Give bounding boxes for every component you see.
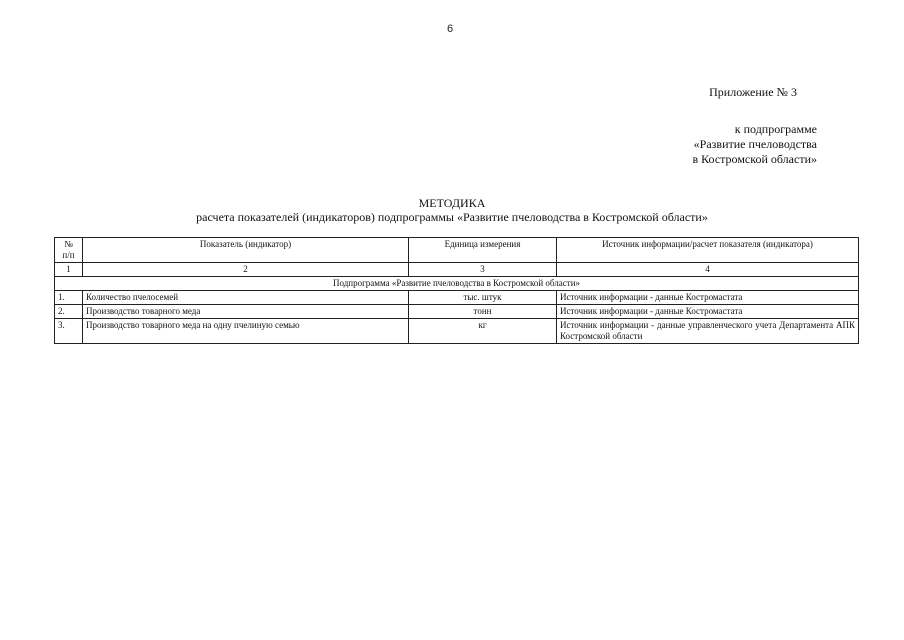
row-unit: кг <box>409 319 557 344</box>
header-unit: Единица измерения <box>409 238 557 263</box>
appendix-label: Приложение № 3 <box>709 85 797 99</box>
header-number-line2: п/п <box>62 250 75 260</box>
header-number-line1: № <box>64 239 73 249</box>
appendix-ref-line: к подпрограмме <box>734 122 817 136</box>
table-row <box>55 305 859 319</box>
appendix-ref-line: «Развитие пчеловодства <box>693 137 817 151</box>
row-number: 3. <box>55 319 83 344</box>
appendix-ref-line: в Костромской области» <box>692 152 817 166</box>
row-indicator: Количество пчелосемей <box>83 291 409 305</box>
row-source: Источник информации - данные Костромастата <box>557 305 859 319</box>
table-header-row <box>55 238 859 263</box>
appendix-reference <box>600 122 817 167</box>
page-number: 6 <box>446 23 454 35</box>
indicators-table <box>54 237 859 344</box>
row-number: 2. <box>55 305 83 319</box>
column-number: 3 <box>409 263 557 277</box>
row-source: Источник информации - данные Костромастата <box>557 291 859 305</box>
column-number-row <box>55 263 859 277</box>
row-indicator: Производство товарного меда <box>83 305 409 319</box>
row-source: Источник информации - данные управленческого учета Департамента АПК Костромской области <box>557 319 859 344</box>
column-number: 1 <box>55 263 83 277</box>
row-unit: тыс. штук <box>409 291 557 305</box>
row-indicator: Производство товарного меда на одну пчелиную семью <box>83 319 409 344</box>
header-source: Источник информации/расчет показателя (индикатора) <box>557 238 859 263</box>
table-row <box>55 291 859 305</box>
section-title: Подпрограмма «Развитие пчеловодства в Костромской области» <box>55 277 859 291</box>
header-number <box>55 238 83 263</box>
document-title: МЕТОДИКА <box>418 196 486 210</box>
table-row <box>55 319 859 344</box>
document-subtitle: расчета показателей (индикаторов) подпрограммы «Развитие пчеловодства в Костромской области» <box>196 210 708 224</box>
header-indicator: Показатель (индикатор) <box>83 238 409 263</box>
column-number: 4 <box>557 263 859 277</box>
row-number: 1. <box>55 291 83 305</box>
section-row <box>55 277 859 291</box>
column-number: 2 <box>83 263 409 277</box>
row-unit: тонн <box>409 305 557 319</box>
